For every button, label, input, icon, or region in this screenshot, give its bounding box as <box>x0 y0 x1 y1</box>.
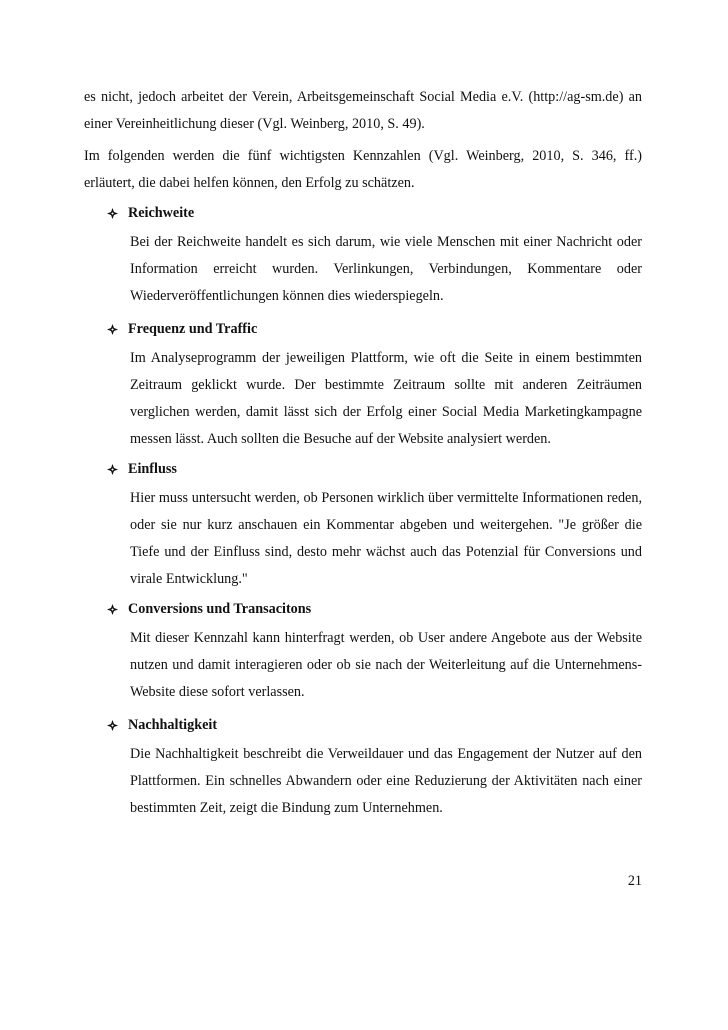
kpi-body-nachhaltigkeit: Die Nachhaltigkeit beschreibt die Verweildauer und das Engagement der Nutzer auf den Plattformen. Ein schnelles Abwandern oder eine Reduzierung der Aktivitäten nach einer bestimmten Zeit, zeigt die Bindung zum Unternehmen. <box>130 746 642 816</box>
kpi-heading-frequenz <box>107 318 637 340</box>
page-number: 21 <box>627 873 642 889</box>
kpi-body-conversions: Mit dieser Kennzahl kann hinterfragt werden, ob User andere Angebote aus der Website nutzen und damit interagieren oder ob sie nach der Weiterleitung auf die Unternehmens-Website diese sofort verlassen. <box>130 630 642 700</box>
kpi-heading-nachhaltigkeit <box>107 714 637 736</box>
kpi-heading-label: Conversions und Transacitons <box>128 601 312 617</box>
kpi-heading-reichweite <box>107 202 637 224</box>
kpi-heading-label: Frequenz und Traffic <box>128 321 258 337</box>
intro-paragraph-1: es nicht, jedoch arbeitet der Verein, Arbeitsgemeinschaft Social Media e.V. (http://ag-sm.de) an einer Vereinheitlichung dieser (Vgl. Weinberg, 2010, S. 49). <box>84 89 642 132</box>
diamond-bullet-icon <box>107 604 118 615</box>
kpi-heading-label: Einfluss <box>128 461 177 477</box>
kpi-body-reichweite: Bei der Reichweite handelt es sich darum, wie viele Menschen mit einer Nachricht oder Information erreicht wurden. Verlinkungen, Verbindungen, Kommentare oder Wiederveröffentlichungen können dies wiederspiegeln. <box>130 234 642 304</box>
kpi-heading-conversions <box>107 598 637 620</box>
kpi-heading-label: Reichweite <box>128 205 195 221</box>
diamond-bullet-icon <box>107 324 118 335</box>
kpi-body-frequenz: Im Analyseprogramm der jeweiligen Plattform, wie oft die Seite in einem bestimmten Zeitraum geklickt wurde. Der bestimmte Zeitraum sollte mit anderen Zeiträumen verglichen werden, damit lässt sich der Erfolg einer Social Media Marketingkampagne messen lässt. Auch sollten die Besuche auf der Website analysiert werden. <box>130 350 642 447</box>
diamond-bullet-icon <box>107 208 118 219</box>
kpi-heading-einfluss <box>107 458 637 480</box>
kpi-heading-label: Nachhaltigkeit <box>128 717 218 733</box>
diamond-bullet-icon <box>107 464 118 475</box>
diamond-bullet-icon <box>107 720 118 731</box>
kpi-body-einfluss: Hier muss untersucht werden, ob Personen wirklich über vermittelte Informationen reden, oder sie nur kurz anschauen ein Kommentar abgeben und weitergehen. "Je größer die Tiefe und der Einfluss sind, desto mehr wächst auch das Potenzial für Conversions und virale Entwicklung." <box>130 490 642 587</box>
intro-paragraph-2: Im folgenden werden die fünf wichtigsten Kennzahlen (Vgl. Weinberg, 2010, S. 346, ff.) erläutert, die dabei helfen können, den Erfolg zu schätzen. <box>84 148 642 191</box>
